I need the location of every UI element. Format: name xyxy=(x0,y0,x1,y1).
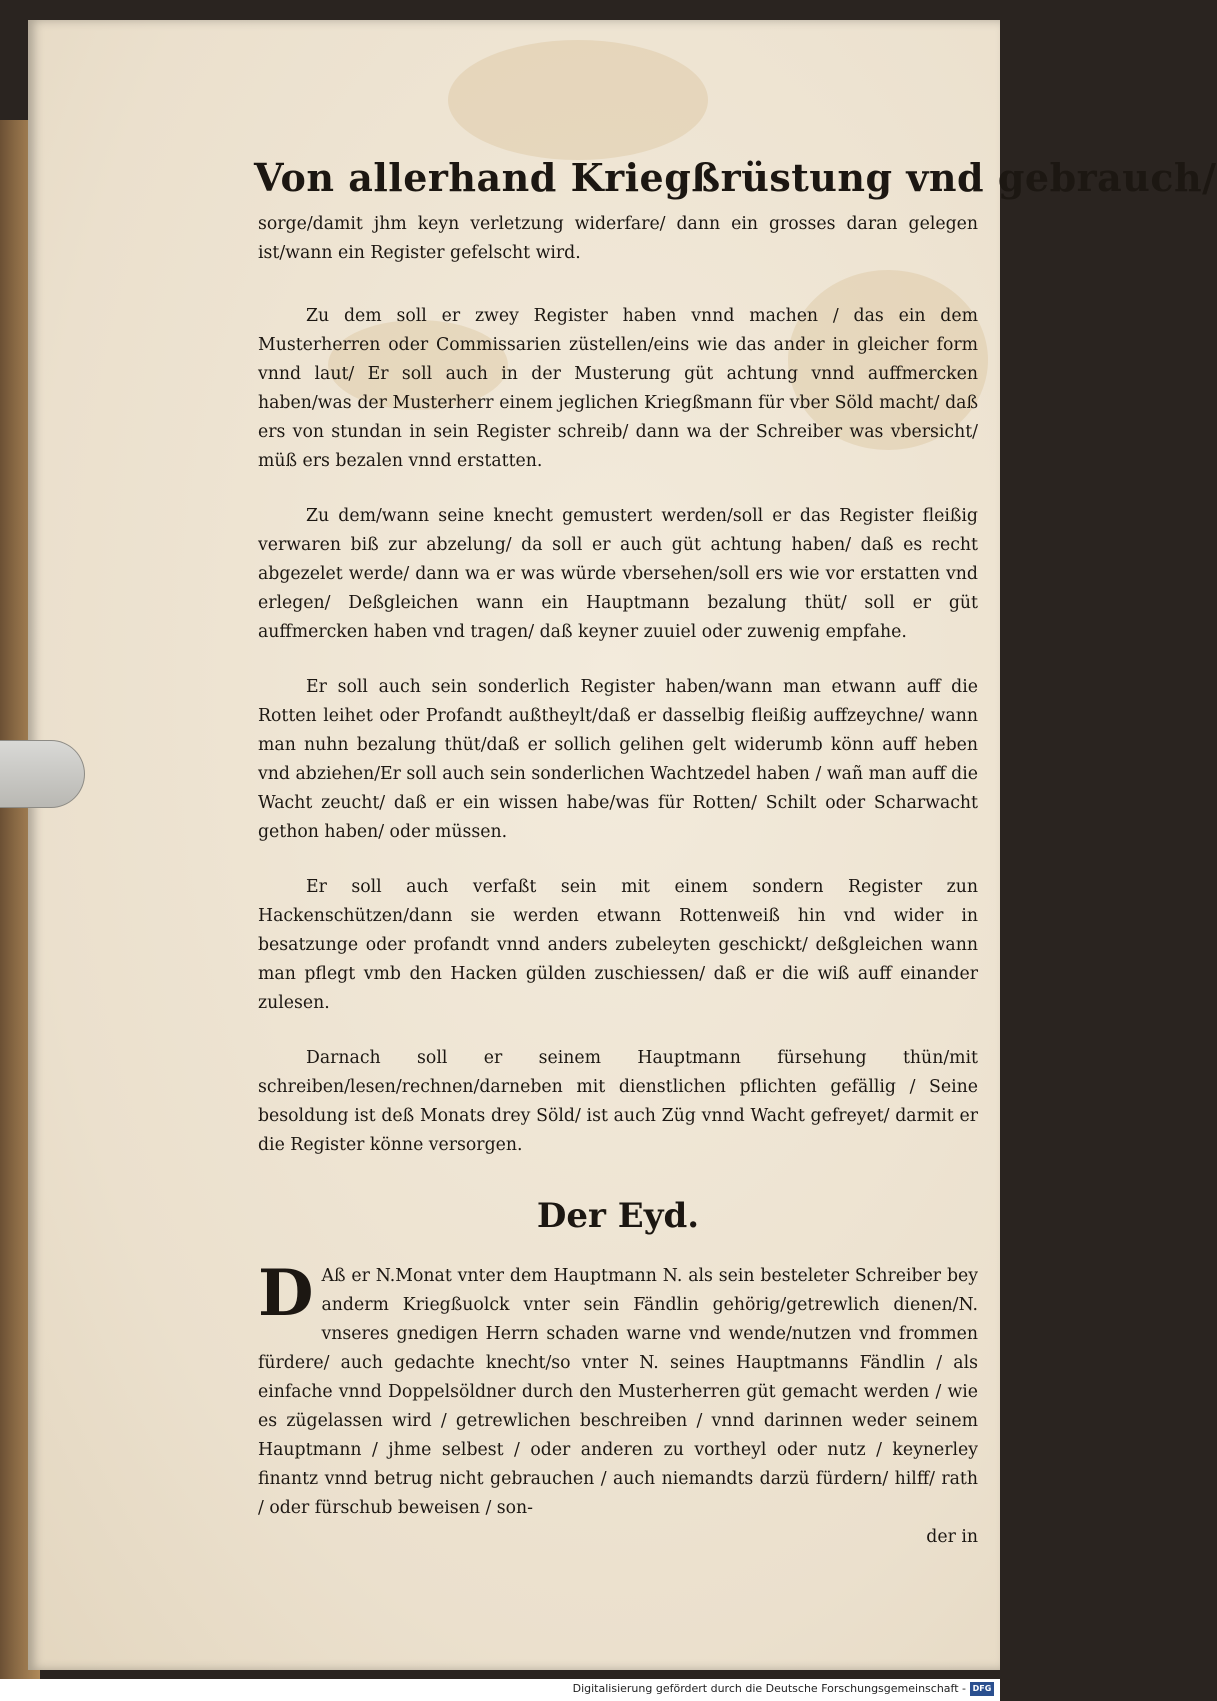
page-content xyxy=(254,155,1217,1552)
footer-credit: Digitalisierung gefördert durch die Deutsche Forschungsgemeinschaft - xyxy=(572,1682,966,1695)
oath-heading: Der Eyd. xyxy=(536,1196,700,1236)
paragraph: Zu dem/wann seine knecht gemustert werden/soll er das Register fleißig verwaren biß zur abzelung/ da soll er auch güt achtung haben/ daß es recht abgezelet werde/ dann wa er was würde vbersehen/soll ers wie vor erstatten vnd erlegen/ Deßgleichen wann ein Hauptmann bezalung thüt/ soll er güt auffmercken haben vnd tragen/ daß keyner zuuiel oder zuwenig empfahe. xyxy=(258,506,978,642)
oath-paragraph xyxy=(258,1256,978,1523)
oath-drop-cap: D xyxy=(258,1256,314,1331)
book-page xyxy=(28,20,1217,1670)
paragraph: Er soll auch sein sonderlich Register haben/wann man etwann auff die Rotten leihet oder Profandt außtheylt/daß er dasselbig fleißig auffzeychne/ wann man nuhn bezalung thüt/daß er sollich gelihen gelt widerumb könn auff heben vnd abziehen/Er soll auch sein sonderlichen Wachtzedel haben / wañ man auff die Wacht zeucht/ daß er ein wissen habe/was für Rotten/ Schilt oder Scharwacht gethon haben/ oder müssen. xyxy=(258,677,978,842)
dfg-logo-icon: DFG xyxy=(970,1682,994,1696)
running-head: Von allerhand Kriegßrüstung vnd gebrauch/ xyxy=(254,155,1217,200)
oath-text: Aß er N.Monat vnter dem Hauptmann N. als sein besteleter Schreiber bey anderm Kriegßuolck vnter sein Fändlin gehörig/getrewlich dienen/N. vnseres gnedigen Herrn schaden warne vnd wende/nutzen vnd frommen fürdere/ auch gedachte knecht/so vnter N. seines Hauptmanns Fändlin / als einfache vnnd Doppelsöldner durch den Musterherren güt gemacht werden / wie es zügelassen wird / getrewlichen beschreiben / vnnd darinnen weder seinem Hauptmann / jhme selbest / oder anderen zu vortheyl oder nutz / keynerley finantz vnnd betrug nicht gebrauchen / auch niemandts darzü fürdern/ hilff/ rath / oder fürschub beweisen / son- xyxy=(258,1266,978,1518)
paragraph: Er soll auch verfaßt sein mit einem sondern Register zun Hackenschützen/dann sie werden etwann Rottenweiß hin vnd wider in besatzunge oder profandt vnnd anders zubeleyten geschickt/ deßgleichen wann man pflegt vmb den Hacken gülden zuschiessen/ daß er die wiß auff einander zulesen. xyxy=(258,877,978,1013)
page-clip xyxy=(0,740,85,808)
catchword: der in xyxy=(926,1527,978,1547)
page-stain xyxy=(448,40,708,160)
footer-bar xyxy=(0,1679,1000,1701)
paragraph: Darnach soll er seinem Hauptmann fürsehung thün/mit schreiben/lesen/rechnen/darneben mit dienstlichen pflichten gefällig / Seine besoldung ist deß Monats drey Söld/ ist auch Züg vnnd Wacht gefreyet/ darmit er die Register könne versorgen. xyxy=(258,1048,978,1155)
paragraph: Zu dem soll er zwey Register haben vnnd machen / das ein dem Musterherren oder Commissarien züstellen/eins wie das ander in gleicher form vnnd laut/ Er soll auch in der Musterung güt achtung vnnd auffmercken haben/was der Musterherr einem jeglichen Kriegßmann für vber Söld macht/ daß ers von stundan in sein Register schreib/ dann wa der Schreiber was vbersicht/ müß ers bezalen vnnd erstatten. xyxy=(258,306,978,471)
paragraph-continuation: sorge/damit jhm keyn verletzung widerfare/ dann ein grosses daran gelegen ist/wann ein Register gefelscht wird. xyxy=(258,214,978,263)
